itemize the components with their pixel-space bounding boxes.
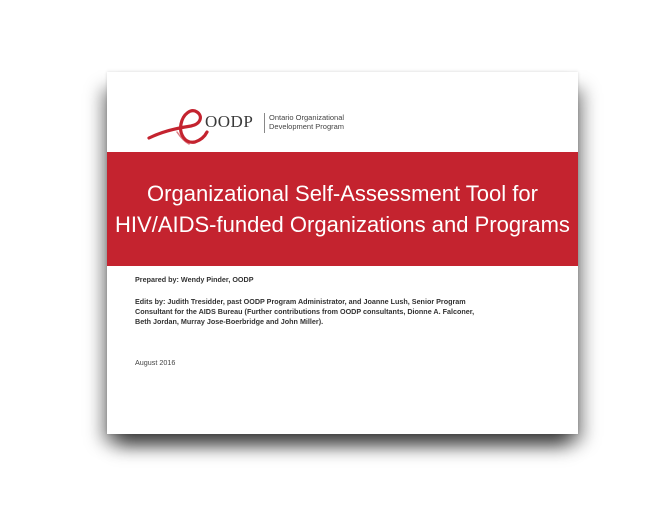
title-banner: [107, 152, 578, 266]
logo-wordmark: OODP: [205, 112, 254, 131]
logo-subtitle-line2: Development Program: [269, 122, 345, 131]
publication-date: August 2016: [135, 358, 176, 367]
logo-divider: [264, 113, 265, 133]
logo-subtitle-line1: Ontario Organizational: [269, 113, 345, 122]
aids-ribbon-e-icon: [147, 102, 211, 150]
document-cover-page: [107, 72, 578, 434]
prepared-by: Prepared by: Wendy Pinder, OODP: [135, 275, 254, 284]
logo-subtitle: [269, 113, 344, 131]
oodp-logo: [147, 102, 407, 150]
edits-by: Edits by: Judith Tresidder, past OODP Program Administrator, and Joanne Lush, Senior Program Consultant for the AIDS Bureau (Further contributions from OODP consultants, Dionne A. Falconer, Beth Jordan, Murray Jose-Boerbridge and John Miller).: [135, 297, 475, 326]
document-title: Organizational Self-Assessment Tool for HIV/AIDS-funded Organizations and Programs: [115, 181, 570, 237]
